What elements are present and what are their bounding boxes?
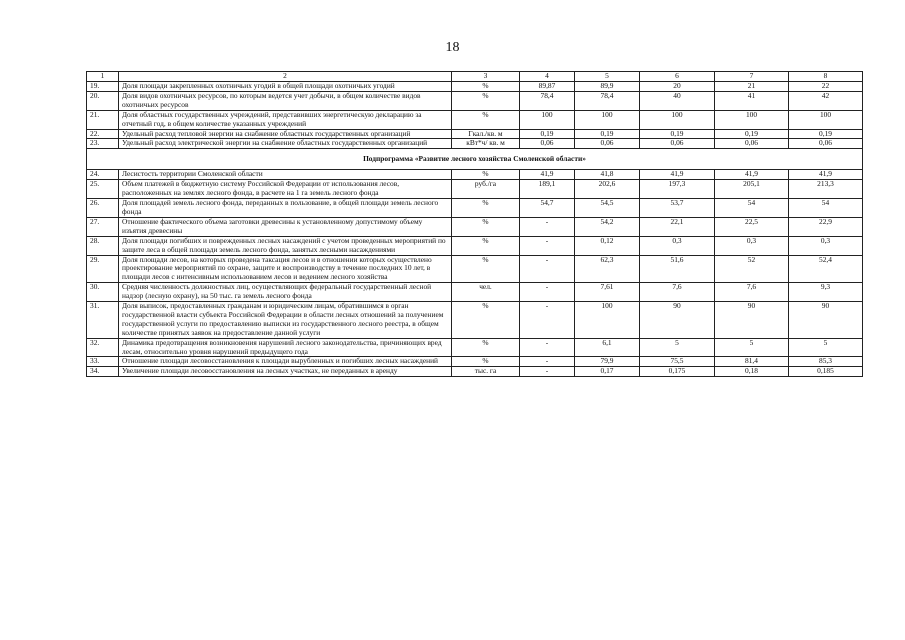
value-cell: 41,9 <box>520 170 575 180</box>
table-row <box>87 255 863 283</box>
value-cell: 41 <box>715 91 789 110</box>
value-cell: 100 <box>575 110 640 129</box>
indicator-name: Доля видов охотничьих ресурсов, по которым ведется учет добычи, в общем количестве видов охотничьих ресурсов <box>119 91 452 110</box>
value-cell: 54 <box>789 199 863 218</box>
value-cell: 213,3 <box>789 180 863 199</box>
value-cell: 5 <box>715 338 789 357</box>
value-cell: 0,12 <box>575 236 640 255</box>
indicator-name: Объем платежей в бюджетную систему Российской Федерации от использования лесов, расположенных на землях лесного фонда, в расчете на 1 га земель лесного фонда <box>119 180 452 199</box>
row-number: 34. <box>87 367 119 377</box>
value-cell: 0,19 <box>715 129 789 139</box>
row-number: 32. <box>87 338 119 357</box>
value-cell: 42 <box>789 91 863 110</box>
indicator-name: Средняя численность должностных лиц, осуществляющих федеральный государственный лесной надзор (лесную охрану), на 50 тыс. га земель лесного фонда <box>119 283 452 302</box>
value-cell: 54,7 <box>520 199 575 218</box>
value-cell: 0,3 <box>715 236 789 255</box>
row-number: 22. <box>87 129 119 139</box>
indicator-name: Отношение фактического объема заготовки древесины к установленному допустимому объему изъятия древесины <box>119 217 452 236</box>
value-cell: 205,1 <box>715 180 789 199</box>
value-cell: 78,4 <box>575 91 640 110</box>
row-number: 23. <box>87 139 119 149</box>
value-cell: - <box>520 283 575 302</box>
table-row <box>87 199 863 218</box>
table-row <box>87 338 863 357</box>
row-number: 30. <box>87 283 119 302</box>
value-cell: 90 <box>789 302 863 339</box>
column-header: 6 <box>640 72 715 82</box>
value-cell: 21 <box>715 82 789 92</box>
unit-cell: % <box>452 357 520 367</box>
value-cell: 0,17 <box>575 367 640 377</box>
unit-cell: % <box>452 170 520 180</box>
value-cell: 0,3 <box>640 236 715 255</box>
unit-cell: тыс. га <box>452 367 520 377</box>
row-number: 28. <box>87 236 119 255</box>
table-row <box>87 91 863 110</box>
value-cell: 6,1 <box>575 338 640 357</box>
indicator-name: Отношение площади лесовосстановления к площади вырубленных и погибших лесных насаждений <box>119 357 452 367</box>
value-cell: - <box>520 357 575 367</box>
value-cell: 0,06 <box>640 139 715 149</box>
value-cell: 89,87 <box>520 82 575 92</box>
value-cell: 0,19 <box>789 129 863 139</box>
column-header: 3 <box>452 72 520 82</box>
value-cell: 51,6 <box>640 255 715 283</box>
value-cell: 75,5 <box>640 357 715 367</box>
value-cell: 22,9 <box>789 217 863 236</box>
unit-cell: % <box>452 110 520 129</box>
header-row <box>87 72 863 82</box>
value-cell: 62,3 <box>575 255 640 283</box>
row-number: 20. <box>87 91 119 110</box>
row-number: 25. <box>87 180 119 199</box>
indicator-name: Доля площади лесов, на которых проведена таксация лесов и в отношении которых осуществлено проектирование мероприятий по охране, защите и воспроизводству в течение последних 10 лет, в площади лесов с интенсивным использованием лесов и ведением лесного хозяйства <box>119 255 452 283</box>
value-cell: 202,6 <box>575 180 640 199</box>
column-header: 1 <box>87 72 119 82</box>
indicator-name: Лесистость территории Смоленской области <box>119 170 452 180</box>
value-cell: 9,3 <box>789 283 863 302</box>
value-cell: 0,18 <box>715 367 789 377</box>
table-body <box>87 72 863 377</box>
value-cell: 197,3 <box>640 180 715 199</box>
row-number: 31. <box>87 302 119 339</box>
value-cell: 79,9 <box>575 357 640 367</box>
indicator-name: Доля выписок, предоставленных гражданам и юридическим лицам, обратившимся в орган государственной власти субъекта Российской Федерации в области лесных отношений за получением государственной услуги по предоставлению выписки из государственного лесного реестра, в общем количестве принятых заявок на предоставление данной услуги <box>119 302 452 339</box>
value-cell: 5 <box>640 338 715 357</box>
value-cell: 0,06 <box>715 139 789 149</box>
table-row <box>87 139 863 149</box>
value-cell: 78,4 <box>520 91 575 110</box>
table-row <box>87 170 863 180</box>
column-header: 2 <box>119 72 452 82</box>
value-cell: 54,2 <box>575 217 640 236</box>
unit-cell: % <box>452 199 520 218</box>
value-cell: - <box>520 255 575 283</box>
indicator-name: Доля площади закрепленных охотничьих угодий в общей площади охотничьих угодий <box>119 82 452 92</box>
column-header: 4 <box>520 72 575 82</box>
value-cell: 22,1 <box>640 217 715 236</box>
column-header: 8 <box>789 72 863 82</box>
value-cell: 41,9 <box>715 170 789 180</box>
unit-cell: % <box>452 217 520 236</box>
row-number: 33. <box>87 357 119 367</box>
value-cell: 0,3 <box>789 236 863 255</box>
indicator-name: Динамика предотвращения возникновения нарушений лесного законодательства, причиняющих вред лесам, относительно уровня нарушений предыдущего года <box>119 338 452 357</box>
unit-cell: % <box>452 255 520 283</box>
value-cell: 0,19 <box>520 129 575 139</box>
value-cell: 22 <box>789 82 863 92</box>
table-row <box>87 180 863 199</box>
value-cell: 54,5 <box>575 199 640 218</box>
value-cell: 52 <box>715 255 789 283</box>
section-row <box>87 149 863 170</box>
unit-cell: % <box>452 91 520 110</box>
row-number: 27. <box>87 217 119 236</box>
row-number: 19. <box>87 82 119 92</box>
column-header: 5 <box>575 72 640 82</box>
page-number: 18 <box>445 40 460 55</box>
value-cell: 100 <box>520 110 575 129</box>
unit-cell: кВт*ч/ кв. м <box>452 139 520 149</box>
value-cell: 81,4 <box>715 357 789 367</box>
indicator-name: Доля областных государственных учреждений, представивших энергетическую декларацию за отчетный год, в общем количестве указанных учреждений <box>119 110 452 129</box>
value-cell: - <box>520 217 575 236</box>
unit-cell: Гкал./кв. м <box>452 129 520 139</box>
table-row <box>87 217 863 236</box>
value-cell: 0,06 <box>520 139 575 149</box>
value-cell: 41,9 <box>789 170 863 180</box>
value-cell: 7,6 <box>715 283 789 302</box>
value-cell: 0,06 <box>789 139 863 149</box>
indicator-name: Доля площадей земель лесного фонда, переданных в пользование, в общей площади земель лесного фонда <box>119 199 452 218</box>
value-cell: 89,9 <box>575 82 640 92</box>
value-cell: 7,61 <box>575 283 640 302</box>
value-cell: 100 <box>575 302 640 339</box>
value-cell: 90 <box>715 302 789 339</box>
indicator-name: Удельный расход тепловой энергии на снабжение областных государственных организаций <box>119 129 452 139</box>
value-cell: 5 <box>789 338 863 357</box>
row-number: 26. <box>87 199 119 218</box>
unit-cell: % <box>452 236 520 255</box>
value-cell: 40 <box>640 91 715 110</box>
table-row <box>87 236 863 255</box>
value-cell: - <box>520 302 575 339</box>
table-row <box>87 357 863 367</box>
table-row <box>87 367 863 377</box>
indicator-name: Увеличение площади лесовосстановления на лесных участках, не переданных в аренду <box>119 367 452 377</box>
unit-cell: % <box>452 302 520 339</box>
table-row <box>87 82 863 92</box>
row-number: 21. <box>87 110 119 129</box>
section-title: Подпрограмма «Развитие лесного хозяйства Смоленской области» <box>87 149 863 170</box>
value-cell: 41,8 <box>575 170 640 180</box>
unit-cell: % <box>452 338 520 357</box>
column-header: 7 <box>715 72 789 82</box>
value-cell: 54 <box>715 199 789 218</box>
value-cell: 189,1 <box>520 180 575 199</box>
value-cell: 100 <box>789 110 863 129</box>
table-row <box>87 302 863 339</box>
value-cell: 20 <box>640 82 715 92</box>
value-cell: 100 <box>640 110 715 129</box>
unit-cell: % <box>452 82 520 92</box>
row-number: 24. <box>87 170 119 180</box>
unit-cell: руб./га <box>452 180 520 199</box>
indicator-name: Доля площади погибших и поврежденных лесных насаждений с учетом проведенных мероприятий по защите леса в общей площади земель лесного фонда, занятых лесными насаждениями <box>119 236 452 255</box>
value-cell: - <box>520 367 575 377</box>
value-cell: 0,19 <box>575 129 640 139</box>
value-cell: 0,185 <box>789 367 863 377</box>
value-cell: 41,9 <box>640 170 715 180</box>
value-cell: 52,4 <box>789 255 863 283</box>
indicator-name: Удельный расход электрической энергии на снабжение областных государственных организаций <box>119 139 452 149</box>
table-row <box>87 110 863 129</box>
value-cell: 53,7 <box>640 199 715 218</box>
value-cell: 0,06 <box>575 139 640 149</box>
value-cell: 7,6 <box>640 283 715 302</box>
value-cell: 22,5 <box>715 217 789 236</box>
table-row <box>87 129 863 139</box>
value-cell: 0,175 <box>640 367 715 377</box>
value-cell: 0,19 <box>640 129 715 139</box>
row-number: 29. <box>87 255 119 283</box>
value-cell: - <box>520 338 575 357</box>
value-cell: - <box>520 236 575 255</box>
value-cell: 100 <box>715 110 789 129</box>
value-cell: 90 <box>640 302 715 339</box>
unit-cell: чел. <box>452 283 520 302</box>
value-cell: 85,3 <box>789 357 863 367</box>
table-row <box>87 283 863 302</box>
indicators-table <box>86 71 863 377</box>
